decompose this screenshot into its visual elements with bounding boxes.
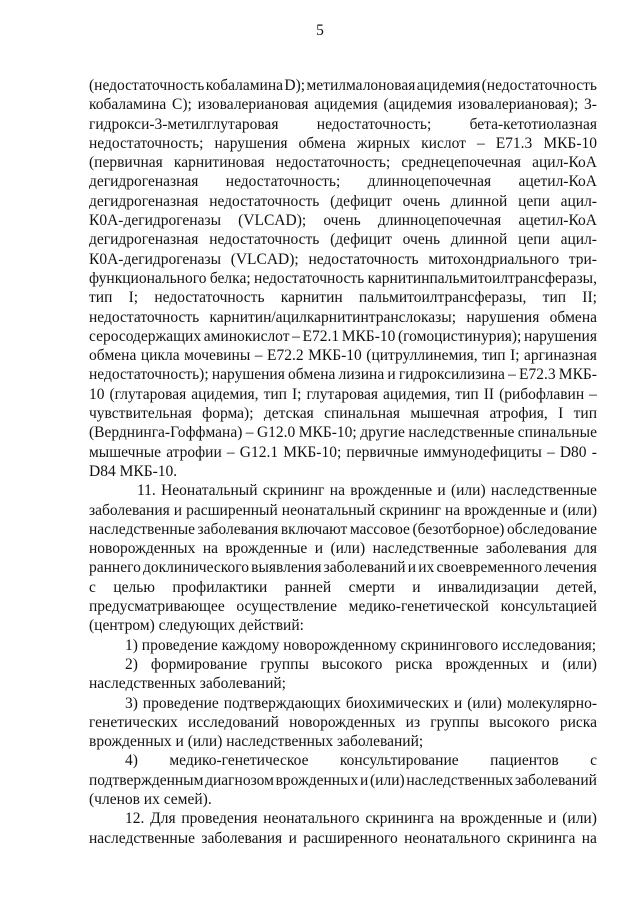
word: Е72.2 — [267, 347, 304, 365]
word: исследований — [187, 713, 279, 731]
word: доклинического — [143, 559, 249, 577]
word: обследование — [506, 520, 597, 538]
word: тип — [263, 385, 287, 403]
word: недостаточность; — [275, 154, 391, 172]
paragraph — [89, 694, 597, 752]
word: длинной — [450, 192, 508, 210]
text-line — [89, 751, 597, 770]
text-line — [89, 134, 597, 153]
word: (первичная — [89, 154, 163, 172]
page-number: 5 — [316, 22, 324, 39]
text-line — [89, 558, 597, 577]
word: ацил- — [560, 231, 597, 249]
word: ацидемия — [416, 77, 481, 94]
word: ацил-КоА — [532, 154, 597, 172]
word: лечения — [544, 559, 597, 577]
word: карнитинпальмитоилтрансферазы, — [367, 269, 597, 287]
text-line — [89, 95, 597, 114]
word: детей, — [556, 578, 597, 596]
word: недостаточность — [308, 250, 419, 268]
word: и — [541, 655, 550, 673]
word: тип — [455, 385, 479, 403]
word: гидроксилизина — [398, 366, 505, 384]
word: скрининг — [379, 501, 441, 519]
word: на — [439, 810, 455, 828]
word: очень — [402, 231, 441, 249]
word: медико-генетической — [348, 598, 489, 616]
word: высокого — [321, 655, 383, 673]
text-line — [89, 269, 597, 288]
word: G12.0 — [256, 424, 296, 442]
word: заболеваний — [323, 559, 406, 577]
word: 3) — [125, 694, 138, 712]
word: белка; — [209, 269, 251, 287]
word: проведение — [142, 694, 219, 712]
word: метилмалоновая — [306, 77, 416, 94]
text-line — [89, 539, 597, 558]
text-line — [89, 423, 597, 442]
word: функционального — [89, 269, 207, 287]
word: заболеваний — [514, 771, 597, 789]
word: очень — [323, 212, 361, 230]
word: тип — [89, 289, 113, 307]
text-line — [89, 771, 597, 790]
word: (или) — [562, 810, 597, 828]
word: – — [226, 443, 235, 461]
word: недостаточность); — [89, 366, 209, 384]
text-line — [89, 365, 597, 384]
word: 11. — [137, 482, 156, 500]
word: кислот — [421, 134, 466, 152]
word: II — [483, 385, 495, 403]
word: врожденных — [445, 655, 529, 673]
text-line — [89, 308, 597, 327]
word: заболевания — [197, 520, 279, 538]
word: ацидемия, — [383, 385, 451, 403]
text-line — [89, 192, 597, 211]
word: скрининга — [506, 829, 576, 847]
word: врожденные — [350, 482, 433, 500]
word: (или) — [330, 540, 366, 558]
word: – — [508, 366, 516, 384]
word: новорожденных — [89, 540, 196, 558]
text-line — [89, 76, 597, 95]
word: (недостаточность — [481, 77, 597, 94]
text-line — [89, 153, 597, 172]
paragraph — [89, 76, 597, 481]
word: I; — [510, 347, 520, 365]
word: МКБ-10 — [341, 327, 396, 345]
word: скрининг — [262, 482, 325, 500]
word: группы — [260, 655, 309, 673]
text-line — [89, 520, 597, 539]
text-line — [89, 829, 597, 848]
word: (или) — [370, 771, 405, 789]
word: ранней — [284, 578, 332, 596]
word: D); — [284, 77, 306, 94]
word: наследственные — [372, 540, 479, 558]
word: расширенный — [186, 501, 278, 519]
word: нарушения — [211, 366, 285, 384]
word: МКБ-10; — [283, 443, 342, 461]
text-line — [89, 404, 597, 423]
word: I — [558, 405, 564, 423]
text-line — [89, 385, 597, 404]
text-line — [89, 790, 597, 809]
text-line — [89, 655, 597, 674]
word: тип — [482, 347, 506, 365]
word: мышечные — [89, 443, 162, 461]
word: карнитиновая — [173, 154, 265, 172]
word: на — [202, 540, 218, 558]
word: мышечная — [410, 405, 480, 423]
word: подтверждающих — [223, 694, 341, 712]
word: серосодержащих — [89, 327, 202, 345]
word: аминокислот — [203, 327, 290, 345]
word: жирных — [356, 134, 411, 152]
word: карнитин — [280, 289, 343, 307]
word: (центром) следующих действий: — [89, 617, 304, 635]
word: и — [387, 366, 396, 384]
text-line — [89, 288, 597, 307]
word: риска — [559, 713, 597, 731]
word: нарушения — [466, 308, 540, 326]
word: спинальные — [517, 424, 597, 442]
word: ацетил-КоА — [518, 173, 597, 191]
word: D84 МКБ-10. — [89, 462, 178, 480]
word: форма); — [202, 405, 254, 423]
word: наследственные — [408, 424, 515, 442]
word: МКБ- — [558, 366, 597, 384]
word: на — [445, 501, 461, 519]
text-line — [89, 674, 597, 693]
word: Для — [150, 810, 176, 828]
word: С); — [172, 96, 192, 114]
word: цепи — [518, 231, 550, 249]
text-line — [89, 230, 597, 249]
word: (ацидемия — [383, 96, 453, 114]
word: новорожденных — [289, 713, 396, 731]
word: и — [412, 578, 421, 596]
word: смерти — [348, 578, 395, 596]
word: карнитин/ацилкарнитинтранслоказы; — [209, 308, 457, 326]
text-line — [89, 481, 597, 500]
word: I; — [291, 385, 302, 403]
word: среднецепочечная — [401, 154, 521, 172]
word: нарушения — [214, 134, 288, 152]
word: длинной — [450, 231, 508, 249]
word: – — [245, 424, 254, 442]
word: (безотборное) — [412, 520, 505, 538]
word: Е71.3 — [495, 134, 533, 152]
word: 4) — [125, 752, 138, 770]
word: Е72.1 — [302, 327, 340, 345]
word: обмена — [298, 134, 346, 152]
word: тип — [573, 405, 597, 423]
word: кобаламина — [205, 77, 284, 94]
word: детская — [263, 405, 314, 423]
word: (VLCAD); — [230, 250, 299, 268]
word: G12.1 — [239, 443, 279, 461]
word: недостаточность — [209, 231, 320, 249]
word: аргиназная — [524, 347, 597, 365]
text-line — [89, 211, 597, 230]
word: подтвержденным — [89, 771, 204, 789]
word: – — [292, 327, 300, 345]
word: выявления — [251, 559, 322, 577]
text-line — [89, 694, 597, 713]
word: 3- — [584, 96, 597, 114]
text-line — [89, 578, 597, 597]
word: и — [173, 501, 183, 519]
paragraph — [89, 481, 597, 635]
text-line — [89, 713, 597, 732]
word: недостаточность — [154, 289, 265, 307]
word: 12. — [125, 810, 145, 828]
word: изовалериановая — [197, 96, 309, 114]
paragraph — [89, 636, 597, 655]
word: мочевины — [184, 347, 251, 365]
word: спинальная — [324, 405, 401, 423]
word: группы — [430, 713, 479, 731]
paragraph — [89, 655, 597, 694]
word: ацил- — [560, 192, 597, 210]
word: очень — [402, 192, 441, 210]
word: - — [591, 443, 597, 461]
word: (недостаточность — [89, 77, 205, 94]
word: на — [329, 482, 345, 500]
word: недостаточность — [209, 192, 320, 210]
word: неонатального — [263, 810, 360, 828]
word: обмена — [89, 347, 137, 365]
word: недостаточность; — [225, 173, 341, 191]
word: целью — [113, 578, 155, 596]
word: врожденные — [460, 810, 543, 828]
text-line — [89, 616, 597, 635]
text-line — [89, 115, 597, 134]
word: длинноцепочечная — [377, 212, 502, 230]
word: II; — [582, 289, 597, 307]
text-line — [89, 346, 597, 365]
word: – — [589, 385, 597, 403]
word: (дефицит — [330, 192, 392, 210]
word: изовалериановая); — [457, 96, 579, 114]
word: для — [574, 540, 597, 558]
word: врожденных и (или) наследственных заболеваний; — [89, 733, 424, 751]
word: заболевания — [89, 501, 170, 519]
word: и — [550, 501, 559, 519]
word: (гомоцистинурия); — [397, 327, 522, 345]
word: первичные — [346, 443, 419, 461]
word: пациентов — [490, 752, 559, 770]
paragraph — [89, 751, 597, 809]
word: К0А-дегидрогеназы — [89, 212, 221, 230]
text-line — [89, 327, 597, 346]
text-line — [89, 732, 597, 751]
word: – — [476, 134, 485, 152]
word: (глутаровая — [109, 385, 187, 403]
word: профилактики — [172, 578, 268, 596]
word: массовое — [349, 520, 410, 538]
paragraph — [89, 809, 597, 848]
word: лизина — [338, 366, 385, 384]
word: (или) — [562, 655, 597, 673]
word: (цитруллинемия, — [366, 347, 478, 365]
word: (дефицит — [330, 231, 392, 249]
word: чувствительная — [89, 405, 192, 423]
word: ацидемия — [314, 96, 378, 114]
word: формирование — [150, 655, 248, 673]
word: консультирование — [339, 752, 459, 770]
word: кобаламина — [89, 96, 167, 114]
word: медико-генетическое — [169, 752, 309, 770]
word: с — [89, 578, 96, 596]
word: неонатальный — [281, 501, 376, 519]
word: бета-кетотиолазная — [469, 115, 597, 133]
word: на — [581, 829, 597, 847]
word: их — [418, 559, 435, 577]
word: недостаточность — [254, 269, 365, 287]
word: К0А-дегидрогеназы — [89, 250, 221, 268]
word: и — [360, 771, 369, 789]
word: риска — [395, 655, 433, 673]
word: осуществление — [236, 598, 337, 616]
word: с — [590, 752, 597, 770]
text-line — [89, 636, 597, 655]
word: (VLCAD); — [238, 212, 307, 230]
word: пальмитоилтрансферазы, — [358, 289, 527, 307]
word: (Верднинга-Гоффмана) — [89, 424, 243, 442]
word: наследственных заболеваний; — [89, 675, 286, 693]
word: биохимических — [345, 694, 450, 712]
word: предусматривающее — [89, 598, 225, 616]
word: диагнозом — [205, 771, 274, 789]
word: МКБ-10 — [543, 134, 597, 152]
word: и — [437, 482, 446, 500]
word: наследственные — [89, 520, 195, 538]
word: нарушения — [523, 327, 597, 345]
word: расширенного — [303, 829, 398, 847]
word: Неонатальный — [161, 482, 258, 500]
word: молекулярно- — [506, 694, 597, 712]
word: – — [546, 443, 555, 461]
word: 10 — [89, 385, 105, 403]
word: заболевания — [486, 540, 567, 558]
word: включают — [280, 520, 348, 538]
word: раннего — [89, 559, 141, 577]
word: другие — [360, 424, 405, 442]
word: наследственных — [406, 771, 514, 789]
word: глутаровая — [306, 385, 378, 403]
word: проведения — [181, 810, 258, 828]
word: (или) — [450, 482, 486, 500]
word: – — [254, 347, 263, 365]
text-line — [89, 250, 597, 269]
text-line — [89, 809, 597, 828]
word: Е72.3 — [519, 366, 556, 384]
word: цепи — [518, 192, 550, 210]
word: высокого — [489, 713, 550, 731]
word: из — [405, 713, 421, 731]
word: МКБ-10 — [308, 347, 362, 365]
word: и — [314, 540, 323, 558]
word: наследственные — [490, 482, 597, 500]
text-line — [89, 172, 597, 191]
word: недостаточность; — [89, 134, 204, 152]
text-line — [89, 462, 597, 481]
word: консультацией — [500, 598, 597, 616]
word: обмена — [549, 308, 597, 326]
word: инвалидизации — [438, 578, 539, 596]
word: дегидрогеназная — [89, 173, 199, 191]
word: врожденных — [275, 771, 359, 789]
word: дегидрогеназная — [89, 192, 199, 210]
word: скрининга — [365, 810, 434, 828]
word: и — [453, 694, 463, 712]
word: МКБ-10; — [298, 424, 357, 442]
word: обмена — [288, 366, 336, 384]
word: тип — [542, 289, 567, 307]
word: ацидемия, — [191, 385, 259, 403]
word: неонатального — [404, 829, 501, 847]
word: цикла — [140, 347, 180, 365]
word: три- — [568, 250, 597, 268]
word: D80 — [559, 443, 587, 461]
word: (членов их семей). — [89, 790, 212, 808]
text-line — [89, 501, 597, 520]
word: атрофия, — [489, 405, 548, 423]
word: и — [407, 559, 417, 577]
word: атрофии — [166, 443, 222, 461]
word: ацетил-КоА — [518, 212, 597, 230]
word: врожденные — [225, 540, 308, 558]
word: дегидрогеназная — [89, 231, 199, 249]
word: митохондриального — [428, 250, 560, 268]
word: генетических — [89, 713, 178, 731]
word: (или) — [467, 694, 502, 712]
word: и — [288, 829, 297, 847]
word: недостаточность — [89, 308, 200, 326]
word: наследственные — [89, 829, 195, 847]
body-text — [89, 76, 597, 848]
word: (или) — [562, 501, 597, 519]
text-line — [89, 597, 597, 616]
word: длинноцепочечная — [367, 173, 492, 191]
word: 1) проведение каждому новорожденному скринингового исследования; — [125, 636, 597, 654]
word: 2) — [125, 655, 138, 673]
word: заболевания — [201, 829, 283, 847]
word: недостаточность; — [316, 115, 432, 133]
word: врожденные — [464, 501, 546, 519]
word: гидрокси-3-метилглутаровая — [89, 115, 279, 133]
word: и — [548, 810, 557, 828]
text-line — [89, 443, 597, 462]
word: своевременного — [436, 559, 543, 577]
word: иммунодефициты — [423, 443, 542, 461]
word: (рибофлавин — [499, 385, 585, 403]
word: I; — [128, 289, 139, 307]
